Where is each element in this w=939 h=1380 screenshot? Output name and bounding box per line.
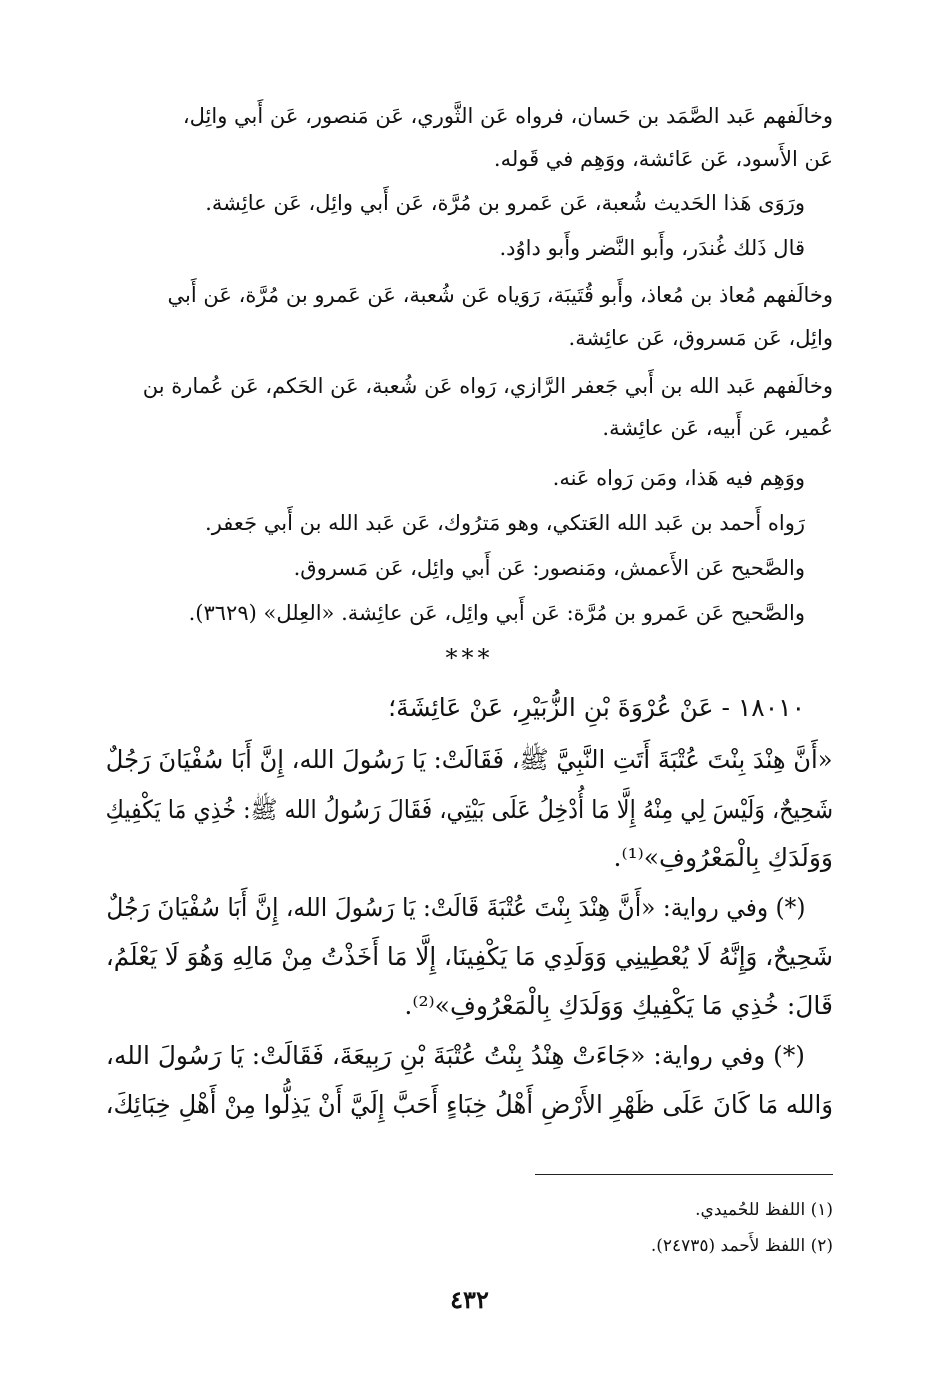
- hadith-line-6: قَالَ: خُذِي مَا يَكْفِيكِ وَوَلَدَكِ بِالْمَعْرُوفِ»⁽²⁾.: [404, 991, 833, 1020]
- text-line-7: وخالَفهم عَبد الله بن أَبي جَعفر الرَّازي، رَواه عَن شُعبة، عَن الحَكم، عَن عُمارة بن: [142, 374, 833, 398]
- footnote-2: (٢) اللفظ لأَحمد (٢٤٧٣٥).: [650, 1236, 833, 1256]
- hadith-line-3: وَوَلَدَكِ بِالْمَعْرُوفِ»⁽¹⁾.: [613, 843, 833, 872]
- text-line-4: قال ذَلك غُندَر، وأَبو النَّضر وأَبو داوُد.: [499, 236, 805, 260]
- footnote-divider: [535, 1174, 833, 1175]
- text-line-3: ورَوَى هَذا الحَديث شُعبة، عَن عَمرو بن مُرَّة، عَن أَبي وائِل، عَن عائِشة.: [205, 191, 805, 215]
- hadith-line-5: شَحِيحٌ، وَإِنَّهُ لَا يُعْطِينِي وَوَلَدِي مَا يَكْفِينَا، إِلَّا مَا أَخَذْتُ مِنْ مَالِهِ وَهُوَ لَا يَعْلَمُ،: [105, 942, 833, 971]
- footnote-1: (١) اللفظ للحُميدي.: [695, 1200, 833, 1220]
- page-number: ٤٣٢: [450, 1285, 489, 1314]
- hadith-line-7: (*) وفي رواية: «جَاءَتْ هِنْدُ بِنْتُ عُتْبَةَ بْنِ رَبِيعَةَ، فَقَالَتْ: يَا رَسُولَ الله،: [105, 1041, 805, 1070]
- hadith-line-4: (*) وفي رواية: «أَنَّ هِنْدَ بِنْتَ عُتْبَةَ قَالَتْ: يَا رَسُولَ الله، إِنَّ أَبَا سُفْيَانَ رَجُلٌ: [105, 893, 805, 922]
- hadith-line-8: وَالله مَا كَانَ عَلَى ظَهْرِ الأَرْضِ أَهْلُ خِبَاءٍ أَحَبَّ إِلَيَّ أَنْ يَذِلُّوا مِنْ أَهْلِ خِبَائِكَ،: [105, 1090, 833, 1119]
- text-line-10: رَواه أَحمد بن عَبد الله العَتكي، وهو مَترُوك، عَن عَبد الله بن أَبي جَعفر.: [205, 511, 805, 535]
- text-line-2: عَن الأَسود، عَن عَائشة، ووَهِم في قَوله.: [493, 147, 833, 171]
- text-line-9: ووَهِم فيه هَذا، ومَن رَواه عَنه.: [552, 466, 805, 490]
- text-line-11: والصَّحيح عَن الأَعمش، ومَنصور: عَن أَبي وائِل، عَن مَسروق.: [293, 556, 805, 580]
- text-line-12: والصَّحيح عَن عَمرو بن مُرَّة: عَن أَبي وائِل، عَن عائِشة. «العِلل» (٣٦٢٩).: [188, 601, 805, 625]
- hadith-line-2: شَحِيحٌ، وَلَيْسَ لِي مِنْهُ إِلَّا مَا أُدْخِلُ عَلَى بَيْتِي، فَقَالَ رَسُولُ الله ﷺ: خُذِي مَا يَكْفِيكِ: [105, 795, 833, 824]
- text-line-8: عُمير، عَن أَبيه، عَن عائِشة.: [602, 416, 833, 440]
- text-line-6: وائِل، عَن مَسروق، عَن عائِشة.: [568, 326, 833, 350]
- text-line-5: وخالَفهم مُعاذ بن مُعاذ، وأَبو قُتَيبَة، رَوَياه عَن شُعبة، عَن عَمرو بن مُرَّة، عَن أَبي: [167, 283, 833, 307]
- hadith-line-1: «أَنَّ هِنْدَ بِنْتَ عُتْبَةَ أَتَتِ النَّبِيَّ ﷺ، فَقَالَتْ: يَا رَسُولَ الله، إِنَّ أَبَا سُفْيَانَ رَجُلٌ: [106, 745, 833, 774]
- text-line-1: وخالَفهم عَبد الصَّمَد بن حَسان، فرواه عَن الثَّوري، عَن مَنصور، عَن أَبي وائِل،: [182, 104, 833, 128]
- hadith-heading: ١٨٠١٠ - عَنْ عُرْوَةَ بْنِ الزُّبَيْرِ، عَنْ عَائِشَةَ؛: [388, 693, 805, 722]
- section-separator: ***: [445, 644, 494, 672]
